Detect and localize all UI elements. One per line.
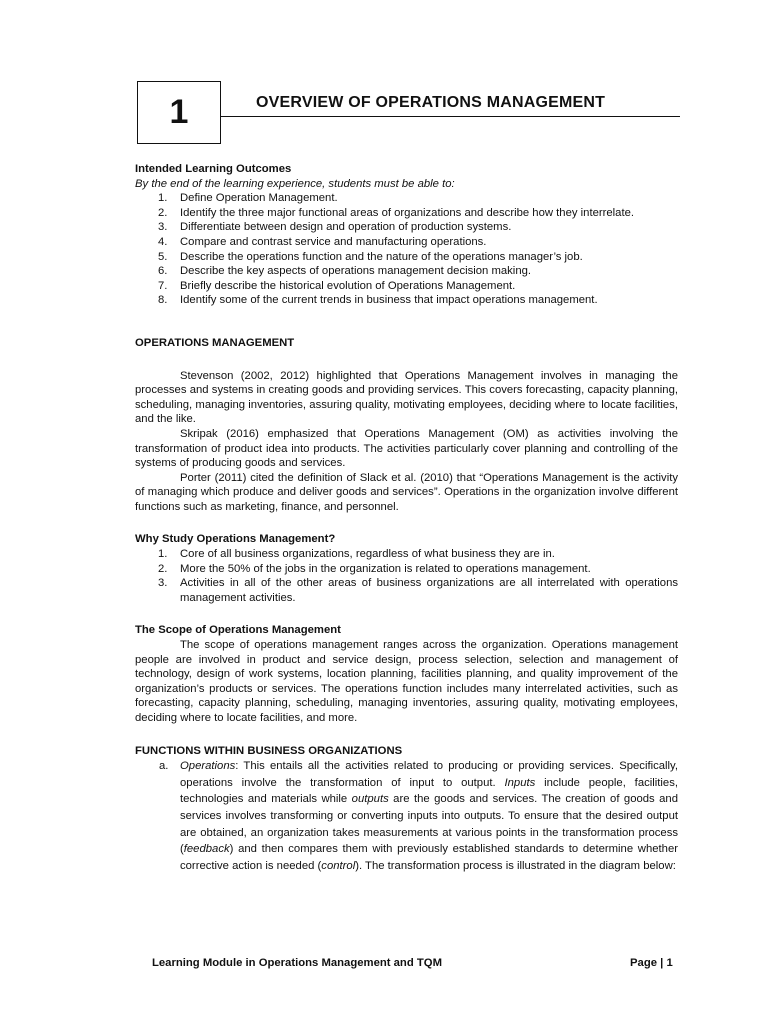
functions-text: include people, facilities, technologies and materials while — [180, 776, 678, 806]
ilo-intro: By the end of the learning experience, students must be able to: — [135, 177, 455, 190]
list-text: Describe the key aspects of operations management decision making. — [180, 265, 532, 278]
list-number: 1. — [158, 548, 168, 561]
why-heading: Why Study Operations Management? — [135, 533, 336, 546]
list-item — [135, 547, 678, 562]
ilo-heading: Intended Learning Outcomes — [135, 163, 292, 175]
term-feedback: feedback — [183, 843, 230, 856]
list-number: 4. — [158, 235, 168, 248]
page-body — [135, 162, 678, 874]
list-text: Define Operation Management. — [180, 192, 338, 205]
chapter-number: 1 — [169, 93, 189, 131]
list-item — [135, 293, 678, 308]
footer-page-number: Page | 1 — [630, 957, 673, 969]
list-item — [135, 264, 678, 279]
list-text: Differentiate between design and operation of production systems. — [180, 221, 512, 234]
why-list — [135, 547, 678, 605]
om-paragraph-skripak: Skripak (2016) emphasized that Operations Management (OM) as activities involving the transformation of product idea into products. The activities particularly cover planning and controlling of the systems of producing goods and services. — [135, 427, 678, 470]
functions-heading: FUNCTIONS WITHIN BUSINESS ORGANIZATIONS — [135, 744, 403, 757]
list-number: 1. — [158, 192, 168, 205]
term-control: control — [321, 859, 356, 872]
list-item — [135, 250, 678, 265]
scope-paragraph: The scope of operations management ranges across the organization. Operations management people are involved in product and service design, process selection, selection and management of technology, design of work systems, location planning, facilities planning, and quality improvement of the organization’s products or services. The operations function includes many interrelated activities, such as forecasting, capacity planning, scheduling, managing inventories, assuring quality, motivating employees, deciding where to locate facilities, and more. — [135, 639, 678, 724]
list-text: Identify some of the current trends in business that impact operations management. — [180, 294, 598, 307]
list-item — [135, 206, 678, 221]
list-number: 3. — [158, 577, 168, 590]
functions-text: ). The transformation process is illustrated in the diagram below: — [355, 859, 676, 872]
list-text: More the 50% of the jobs in the organization is related to operations management. — [180, 562, 591, 575]
om-paragraph-porter: Porter (2011) cited the definition of Slack et al. (2010) that “Operations Management is the activity of managing which produce and deliver goods and services”. Operations in the organization involve different functions such as marketing, finance, and personnel. — [135, 471, 678, 513]
term-inputs: Inputs — [504, 776, 536, 789]
term-outputs: outputs — [351, 793, 389, 806]
footer-module-title: Learning Module in Operations Management and TQM — [152, 957, 442, 969]
functions-text: are the goods and services. The creation of goods and services involves transforming or converting inputs into outputs. To ensure that the desired output are obtained, an organization takes measurements at various points in the transformation process ( — [180, 793, 678, 856]
list-text: Core of all business organizations, regardless of what business they are in. — [180, 548, 555, 561]
functions-item-operations — [135, 758, 678, 874]
list-number: 2. — [158, 562, 168, 575]
functions-text: ) and then compares them with previously established standards to determine whether corrective action is needed ( — [180, 843, 678, 872]
chapter-number-box — [137, 81, 221, 144]
list-text: Identify the three major functional areas of organizations and describe how they interrelate. — [180, 206, 635, 219]
title-underline — [221, 116, 680, 117]
list-item — [135, 279, 678, 294]
list-text: Describe the operations function and the nature of the operations manager’s job. — [180, 250, 583, 263]
list-text: Briefly describe the historical evolution of Operations Management. — [180, 279, 516, 292]
functions-text: : This entails all the activities related to producing or providing services. Specifically, operations involve the transformation of input to output. — [180, 760, 678, 789]
scope-heading: The Scope of Operations Management — [135, 624, 341, 637]
list-number: 2. — [158, 206, 168, 219]
list-number: 8. — [158, 294, 168, 307]
ilo-list — [135, 191, 678, 308]
list-item — [135, 220, 678, 235]
om-paragraph-stevenson: Stevenson (2002, 2012) highlighted that Operations Management involves in managing the processes and systems in creating goods and providing services. This covers forecasting, capacity planning, scheduling, managing inventories, assuring quality, motivating employees, deciding where to locate facilities, and the like. — [135, 369, 678, 426]
list-number: 5. — [158, 250, 168, 263]
list-letter: a. — [159, 760, 169, 773]
list-text: Compare and contrast service and manufacturing operations. — [180, 235, 487, 248]
list-item — [135, 191, 678, 206]
chapter-title: OVERVIEW OF OPERATIONS MANAGEMENT — [256, 94, 606, 111]
list-item — [135, 576, 678, 605]
term-operations: Operations — [180, 760, 236, 773]
list-text: Activities in all of the other areas of business organizations are all interrelated with operations management activities. — [180, 577, 678, 604]
list-number: 6. — [158, 265, 168, 278]
list-item — [135, 235, 678, 250]
list-number: 3. — [158, 221, 168, 234]
list-item — [135, 562, 678, 577]
om-heading: OPERATIONS MANAGEMENT — [135, 336, 295, 349]
list-number: 7. — [158, 279, 168, 292]
